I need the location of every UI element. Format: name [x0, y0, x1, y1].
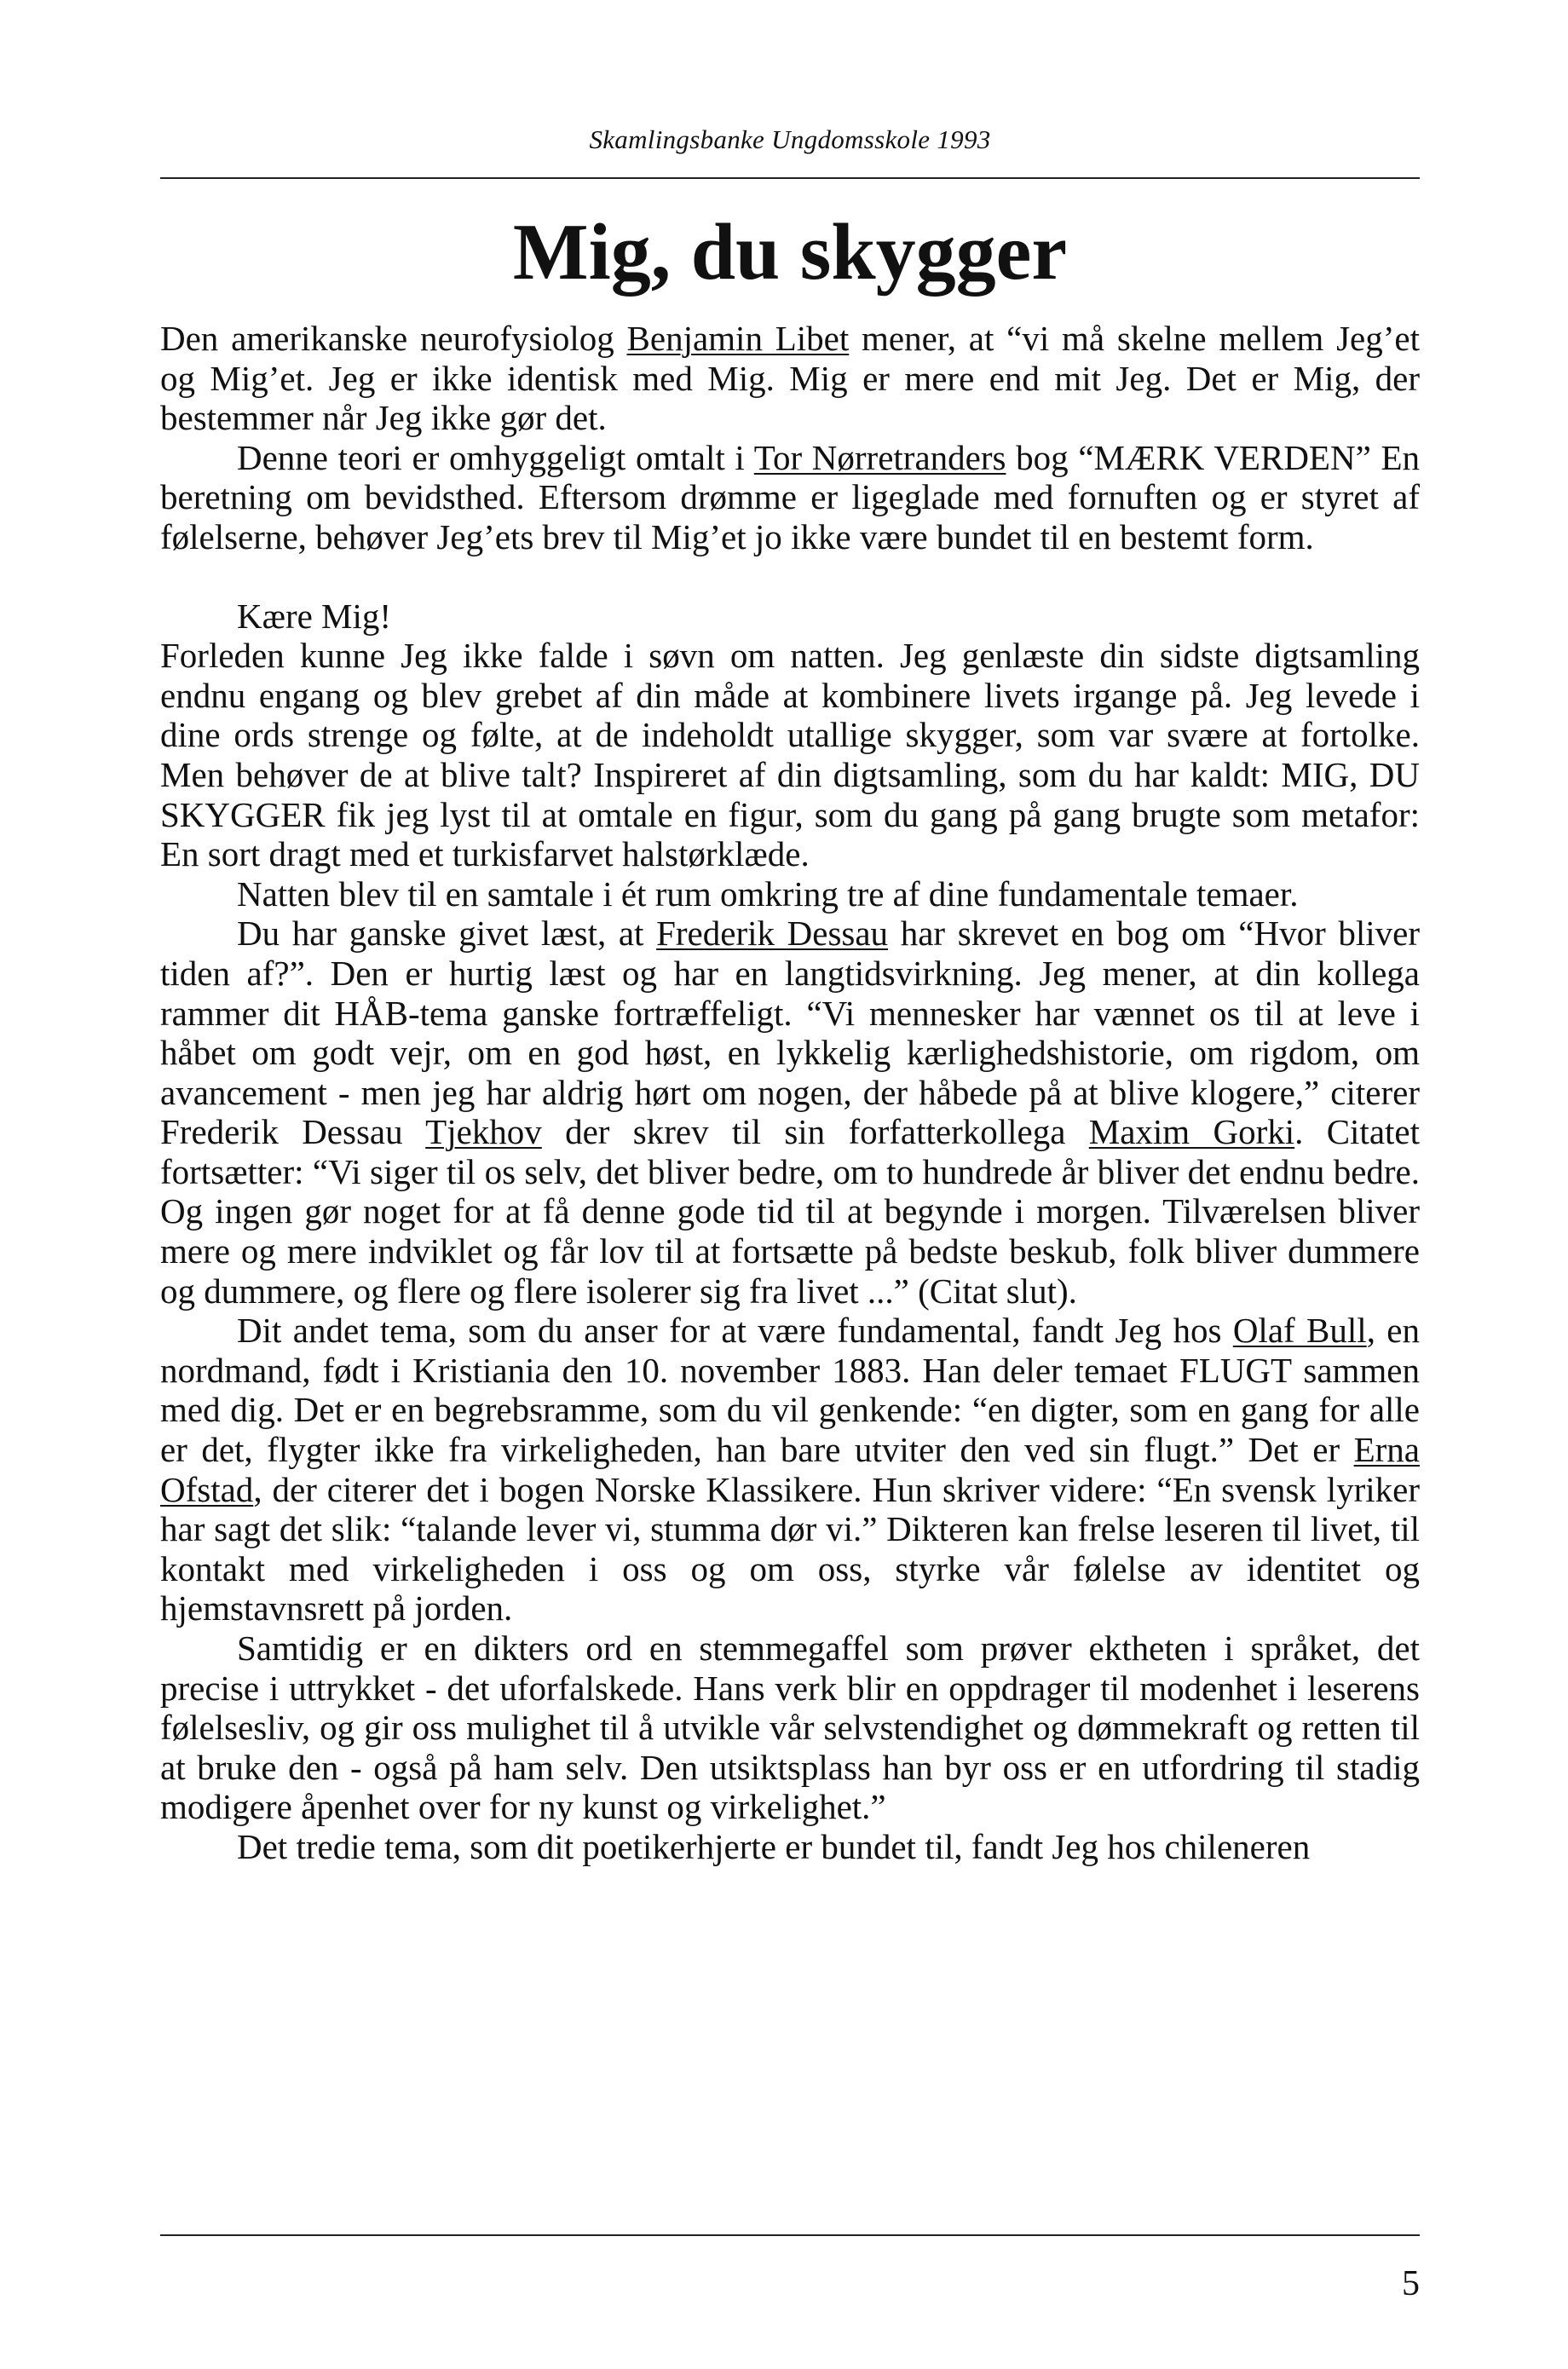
underlined-name-benjamin-libet: Benjamin Libet	[626, 319, 850, 358]
header-divider	[160, 177, 1420, 179]
paragraph-hope-theme	[160, 914, 1420, 1311]
underlined-name-maxim-gorki: Maxim Gorki	[1088, 1112, 1295, 1152]
text-span: mener, at “vi må skelne mellem Jeg’et og Mig’et. Jeg er ikke identisk med Mig. Mig er mere end mit Jeg. Det er Mig, der bestemmer når Jeg ikke gør det.	[160, 319, 1420, 438]
document-page	[160, 0, 1420, 2369]
page-number: 5	[1402, 2264, 1420, 2303]
underlined-name-tjekhov: Tjekhov	[425, 1112, 542, 1152]
article-body	[160, 319, 1420, 1867]
underlined-name-frederik-dessau: Frederik Dessau	[656, 914, 889, 954]
paragraph-night	[160, 874, 1420, 914]
text-span: Samtidig er en dikters ord en stemmegaffel som prøver ektheten i språket, det precise i uttrykket - det uforfalskede. Hans verk blir en oppdrager til modenhet i leserens følelsesliv, og gir oss mulighet til å utvikle vår selvstendighet og dømmekraft og retten til at bruke den - også på ham selv. Den utsiktsplass han byr oss er en utfordring til stadig modigere åpenhet over for ny kunst og virkelighet.”	[160, 1628, 1420, 1827]
text-span: . Citatet fortsætter: “Vi siger til os selv, det bliver bedre, om to hundrede år bliver det endnu bedre. Og ingen gør noget for at få denne gode tid til at begynde i morgen. Tilværelsen bliver mere og mere indviklet og får lov til at fortsætte på bedste beskub, folk bliver dummere og dummere, og flere og flere isolerer sig fra livet ...” (Citat slut).	[160, 1112, 1420, 1311]
text-span: Kære Mig!	[237, 596, 392, 636]
paragraph-theory	[160, 438, 1420, 557]
underlined-name-erna-ofstad: Erna Ofstad	[160, 1430, 1420, 1509]
paragraph-intro	[160, 319, 1420, 438]
text-span: , en nordmand, født i Kristiania den 10. november 1883. Han deler temaet FLUGT sammen med dig. Det er en begrebsramme, som du vil genkende: “en digter, som en gang for alle er det, flygter ikke fra virkeligheden, han bare utviter den ved sin flugt.” Det er	[160, 1311, 1421, 1470]
text-span: Det tredie tema, som dit poetikerhjerte er bundet til, fandt Jeg hos chileneren	[237, 1826, 1311, 1866]
text-span: Natten blev til en samtale i ét rum omkring tre af dine fundamentale temaer.	[237, 873, 1299, 914]
text-span: Denne teori er omhyggeligt omtalt i	[237, 437, 754, 477]
text-span: Forleden kunne Jeg ikke falde i søvn om natten. Jeg genlæste din sidste digtsamling endnu engang og blev grebet af din måde at kombinere livets irgange på. Jeg levede i dine ords strenge og følte, at de indeholdt utallige skygger, som var svære at fortolke. Men behøver de at blive talt? Inspireret af din digtsamling, som du har kaldt: MIG, DU SKYGGER fik jeg lyst til at omtale en figur, som du gang på gang brugte som metafor: En sort dragt med et turkisfarvet halstørklæde.	[160, 636, 1420, 874]
underlined-name-olaf-bull: Olaf Bull	[1232, 1311, 1367, 1351]
text-span: Dit andet tema, som du anser for at være fundamental, fandt Jeg hos	[237, 1311, 1233, 1351]
paragraph-poet-words	[160, 1628, 1420, 1827]
running-header: Skamlingsbanke Ungdomsskole 1993	[589, 124, 991, 154]
letter-salutation	[160, 597, 1420, 637]
text-span: der skrev til sin forfatterkollega	[541, 1112, 1089, 1152]
paragraph-letter-opening	[160, 636, 1420, 874]
paragraph-third-theme	[160, 1827, 1420, 1867]
paragraph-flight-theme	[160, 1311, 1420, 1628]
text-span: , der citerer det i bogen Norske Klassikere. Hun skriver videre: “En svensk lyriker har sagt det slik: “talande lever vi, stumma dør vi.” Dikteren kan frelse leseren til livet, til kontakt med virkeligheden i oss og om oss, styrke vår følelse av identitet og hjemstavnsrett på jorden.	[160, 1469, 1420, 1628]
article-title: Mig, du skygger	[512, 208, 1068, 297]
underlined-name-tor-norretranders: Tor Nørretranders	[753, 437, 1006, 477]
text-span: bog “MÆRK VERDEN” En beretning om bevidsthed. Eftersom drømme er ligeglade med fornuften og er styret af følelserne, behøver Jeg’ets brev til Mig’et jo ikke være bundet til en bestemt form.	[160, 437, 1421, 556]
text-span: har skrevet en bog om “Hvor bliver tiden af?”. Den er hurtig læst og har en langtidsvirkning. Jeg mener, at din kollega rammer dit HÅB-tema ganske fortræffeligt. “Vi mennesker har vænnet os til at leve i håbet om godt vejr, om en god høst, en lykkelig kærlighedshistorie, om rigdom, om avancement - men jeg har aldrig hørt om nogen, der håbede på at blive klogere,” citerer Frederik Dessau	[160, 914, 1421, 1152]
footer-divider	[160, 2234, 1420, 2236]
text-span: Den amerikanske neurofysiolog	[160, 319, 627, 358]
text-span: Du har ganske givet læst, at	[237, 914, 657, 954]
